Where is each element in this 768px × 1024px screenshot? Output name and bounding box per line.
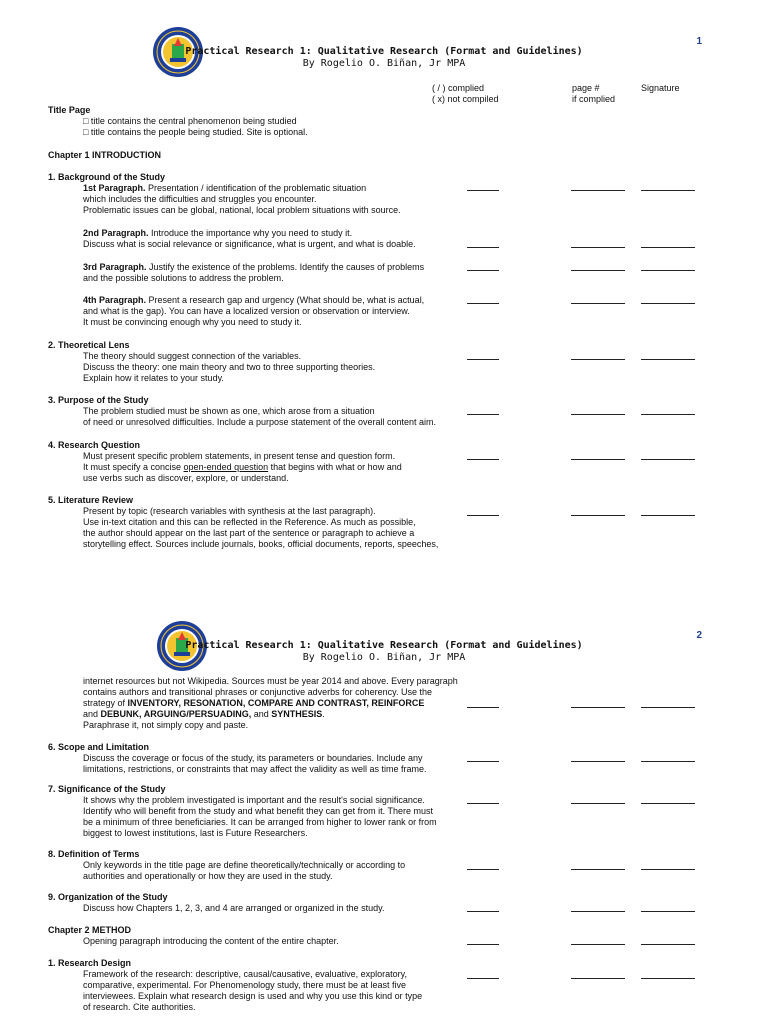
chapter-2-heading: Chapter 2 METHOD [48,925,132,935]
rq-text: It must specify a concise [83,462,184,472]
p1-text: Presentation / identification of the problematic situation [145,183,367,193]
complied-blank[interactable] [467,414,499,415]
signature-blank[interactable] [641,803,695,804]
p3-text: and the possible solutions to address the problem. [83,273,284,283]
p2-label: 2nd Paragraph. [83,228,149,238]
p1-text: Problematic issues can be global, national, local problem situations with source. [83,205,401,215]
not-compiled-label: ( x) not compiled [432,94,499,104]
background-p1 [83,183,468,216]
column-header-page [572,83,615,105]
lit-heading: 5. Literature Review [48,495,134,505]
page-blank[interactable] [571,303,625,304]
chapter-1-heading: Chapter 1 INTRODUCTION [48,150,162,160]
rq-text: that begins with what or how and [268,462,402,472]
complied-blank[interactable] [467,707,499,708]
title-page-item: □ title contains the central phenomenon being studied [83,116,297,126]
page-blank[interactable] [571,459,625,460]
signature-blank[interactable] [641,944,695,945]
theoretical-text: The theory should suggest connection of the variables. [83,351,302,361]
title-page-item: □ title contains the people being studied. Site is optional. [83,127,308,137]
page-number: 2 [696,630,702,641]
design-text: of research. Cite authorities. [83,1002,196,1012]
lit-text: Paraphrase it, not simply copy and paste. [83,720,249,730]
lit-text: storytelling effect. Sources include journals, books, official documents, reports, speeches, [83,539,439,549]
page-blank[interactable] [571,247,625,248]
page-blank[interactable] [571,515,625,516]
signature-blank[interactable] [641,515,695,516]
design-body [83,969,468,1013]
lit-body [83,506,468,550]
page-blank[interactable] [571,803,625,804]
scope-body [83,753,468,775]
complied-blank[interactable] [467,978,499,979]
theoretical-body [83,351,468,384]
title-text: Practical Research 1: Qualitative Research (Format and Guidelines) [185,640,583,651]
rq-text: use verbs such as discover, explore, or understand. [83,473,289,483]
page-blank[interactable] [571,911,625,912]
lit-text: the author should appear on the last part of the sentence or paragraph to achieve a [83,528,415,538]
p3-label: 3rd Paragraph. [83,262,147,272]
p1-label: 1st Paragraph. [83,183,146,193]
lit-text: Use in-text citation and this can be reflected in the Reference. As much as possible, [83,517,416,527]
complied-blank[interactable] [467,190,499,191]
theoretical-text: Discuss the theory: one main theory and two to three supporting theories. [83,362,376,372]
definition-text: Only keywords in the title page are define theoretically/technically or according to [83,860,406,870]
significance-body [83,795,468,839]
significance-heading: 7. Significance of the Study [48,784,166,794]
chapter-2-text: Opening paragraph introducing the content of the entire chapter. [83,936,339,946]
organization-text: Discuss how Chapters 1, 2, 3, and 4 are arranged or organized in the study. [83,903,385,913]
title-page-heading: Title Page [48,105,91,115]
page-blank[interactable] [571,978,625,979]
complied-blank[interactable] [467,303,499,304]
lit-text: internet resources but not Wikipedia. Sources must be year 2014 and above. Every paragraph [83,676,458,686]
complied-blank[interactable] [467,459,499,460]
page-number: 1 [696,36,702,47]
page-blank[interactable] [571,190,625,191]
signature-blank[interactable] [641,414,695,415]
lit-text: and [83,709,101,719]
lit-text: and [251,709,272,719]
signature-blank[interactable] [641,869,695,870]
page-num-label: page # [572,83,600,93]
purpose-text: The problem studied must be shown as one, which arose from a situation [83,406,375,416]
signature-blank[interactable] [641,707,695,708]
background-p2 [83,228,468,250]
background-p4 [83,295,468,328]
document-title [0,46,768,70]
design-heading: 1. Research Design [48,958,132,968]
complied-blank[interactable] [467,515,499,516]
complied-blank[interactable] [467,911,499,912]
complied-blank[interactable] [467,944,499,945]
design-text: interviewees. Explain what research design is used and why you use this kind or type [83,991,423,1001]
complied-blank[interactable] [467,270,499,271]
lit-text: strategy of [83,698,128,708]
scope-heading: 6. Scope and Limitation [48,742,150,752]
page-blank[interactable] [571,944,625,945]
lit-text: Present by topic (research variables with synthesis at the last paragraph). [83,506,376,516]
lit-text: . [322,709,325,719]
significance-text: Identify who will benefit from the study and what benefit they can get from it. There must [83,806,434,816]
lit-text: contains authors and transitional phrases or conjunctive adverbs for coherency. Use the [83,687,433,697]
purpose-heading: 3. Purpose of the Study [48,395,149,405]
p4-text: It must be convincing enough why you need to study it. [83,317,302,327]
p3-text: Justify the existence of the problems. Identify the causes of problems [146,262,425,272]
definition-heading: 8. Definition of Terms [48,849,140,859]
signature-blank[interactable] [641,303,695,304]
p4-text: and what is the gap). You can have a localized version or observation or interview. [83,306,410,316]
rq-body [83,451,468,484]
page-blank[interactable] [571,414,625,415]
design-text: Framework of the research: descriptive, causal/causative, evaluative, exploratory, [83,969,407,979]
scope-text: Discuss the coverage or focus of the study, its parameters or boundaries. Include any [83,753,423,763]
significance-text: biggest to lowest institutions, last is Future Researchers. [83,828,308,838]
background-heading: 1. Background of the Study [48,172,166,182]
author-text: By Rogelio O. Biñan, Jr MPA [302,652,466,663]
page-blank[interactable] [571,707,625,708]
significance-text: It shows why the problem investigated is important and the result's social significance. [83,795,425,805]
if-complied-label: if complied [572,94,616,104]
purpose-body [83,406,468,428]
lit-continued [83,676,468,731]
lit-strategy: INVENTORY, RESONATION, COMPARE AND CONTRAST, REINFORCE [127,698,425,708]
title-text: Practical Research 1: Qualitative Research (Format and Guidelines) [185,46,583,57]
signature-blank[interactable] [641,247,695,248]
scope-text: limitations, restrictions, or constraints that may affect the validity as well as time frame. [83,764,427,774]
design-text: comparative, experimental. For Phenomenology study, there must be at least five [83,980,406,990]
theoretical-heading: 2. Theoretical Lens [48,340,130,350]
p2-text: Discuss what is social relevance or significance, what is urgent, and what is doable. [83,239,416,249]
lit-strategy: DEBUNK, ARGUING/PERSUADING, [100,709,252,719]
column-header-signature: Signature [641,83,680,93]
author-text: By Rogelio O. Biñan, Jr MPA [302,58,466,69]
rq-text: Must present specific problem statements, in present tense and question form. [83,451,396,461]
signature-blank[interactable] [641,761,695,762]
page-blank[interactable] [571,761,625,762]
page-2 [0,590,768,1024]
chapter-2-body [83,936,468,947]
complied-blank[interactable] [467,869,499,870]
complied-blank[interactable] [467,247,499,248]
theoretical-text: Explain how it relates to your study. [83,373,224,383]
p1-text: which includes the difficulties and struggles you encounter. [83,194,317,204]
organization-body [83,903,468,914]
signature-blank[interactable] [641,911,695,912]
complied-blank[interactable] [467,359,499,360]
definition-body [83,860,468,882]
purpose-text: of need or unresolved difficulties. Include a purpose statement of the overall content aim. [83,417,437,427]
page-blank[interactable] [571,359,625,360]
rq-heading: 4. Research Question [48,440,141,450]
p4-text: Present a research gap and urgency (What should be, what is actual, [146,295,425,305]
complied-label: ( / ) complied [432,83,485,93]
signature-blank[interactable] [641,978,695,979]
column-header-complied [432,83,499,105]
signature-blank[interactable] [641,359,695,360]
background-p3 [83,262,468,284]
p2-text: Introduce the importance why you need to study it. [148,228,353,238]
signature-blank[interactable] [641,270,695,271]
significance-text: be a minimum of three beneficiaries. It can be arranged from higher to lower rank or from [83,817,437,827]
page-blank[interactable] [571,869,625,870]
complied-blank[interactable] [467,803,499,804]
signature-blank[interactable] [641,190,695,191]
definition-text: authorities and operationally or how they are used in the study. [83,871,333,881]
lit-strategy: SYNTHESIS [271,709,323,719]
signature-blank[interactable] [641,459,695,460]
rq-underlined: open-ended question [183,462,269,472]
page-blank[interactable] [571,270,625,271]
organization-heading: 9. Organization of the Study [48,892,168,902]
complied-blank[interactable] [467,761,499,762]
p4-label: 4th Paragraph. [83,295,147,305]
document-title [0,640,768,664]
title-page-items [83,116,468,138]
